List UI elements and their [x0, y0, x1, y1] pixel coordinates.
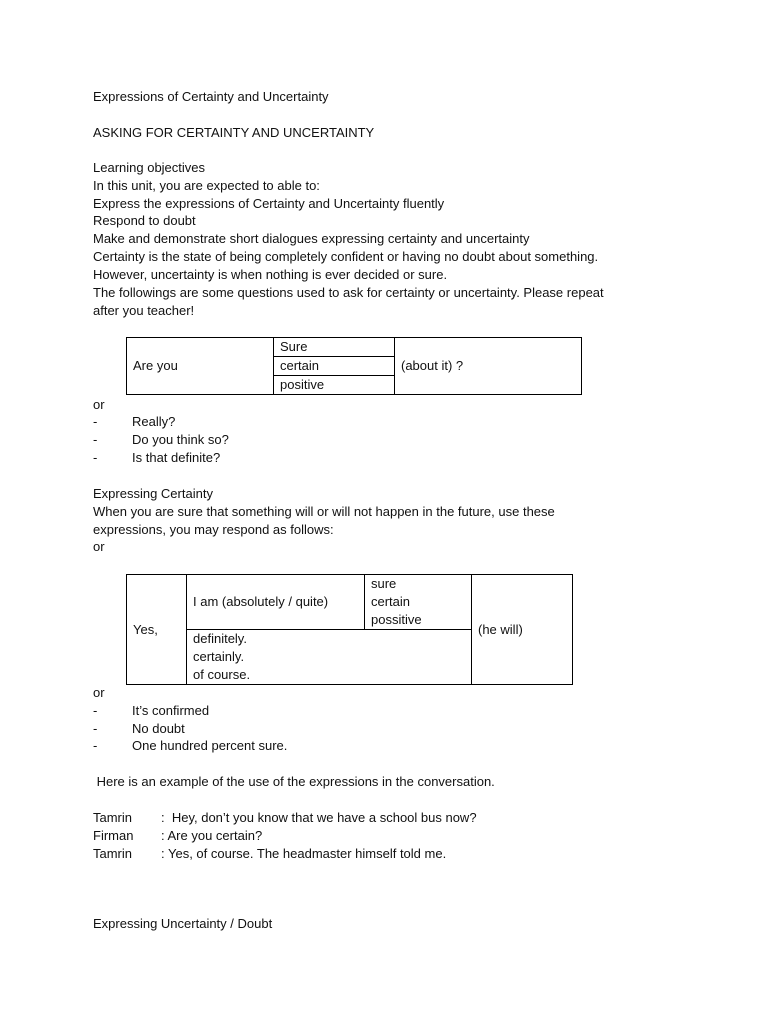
dash-marker: - [93, 450, 98, 465]
certainty-question-table [126, 337, 582, 395]
or-label: or [93, 539, 105, 554]
body-line: Express the expressions of Certainty and Uncertainty fluently [93, 196, 445, 211]
example-intro: Here is an example of the use of the expressions in the conversation. [93, 774, 495, 789]
table2-yes: Yes, [127, 575, 187, 685]
table2-option: certain [371, 594, 411, 609]
body-line: When you are sure that something will or will not happen in the future, use these [93, 504, 555, 519]
table2-i-am: I am (absolutely / quite) [187, 575, 365, 630]
table2-option: sure [371, 576, 397, 591]
dash-marker: - [93, 414, 98, 429]
table1-option: Sure [274, 338, 395, 357]
dash-marker: - [93, 721, 98, 736]
section-heading-expressing-certainty: Expressing Certainty [93, 486, 213, 501]
list-item: It’s confirmed [132, 703, 210, 718]
body-line: Respond to doubt [93, 213, 196, 228]
table2-adverb: certainly. [193, 649, 245, 664]
table2-option: possitive [371, 612, 422, 627]
dash-marker: - [93, 703, 98, 718]
or-label: or [93, 397, 105, 412]
dash-marker: - [93, 738, 98, 753]
dialogue-speaker: Tamrin [93, 846, 133, 861]
table1-are-you: Are you [127, 338, 274, 395]
section-heading-asking: ASKING FOR CERTAINTY AND UNCERTAINTY [93, 125, 375, 140]
dialogue-line: : Yes, of course. The headmaster himself told me. [161, 846, 447, 861]
list-item: No doubt [132, 721, 185, 736]
table2-options [365, 575, 472, 630]
table2-adverb: definitely. [193, 631, 247, 646]
dialogue-line: : Hey, don’t you know that we have a school bus now? [161, 810, 477, 825]
body-line: The followings are some questions used to ask for certainty or uncertainty. Please repeat [93, 285, 604, 300]
list-item: One hundred percent sure. [132, 738, 288, 753]
certainty-response-table [126, 574, 573, 685]
or-label: or [93, 685, 105, 700]
document-title: Expressions of Certainty and Uncertainty [93, 89, 329, 104]
body-line: Certainty is the state of being completely confident or having no doubt about something. [93, 249, 599, 264]
table1-about-it: (about it) ? [395, 338, 582, 395]
table2-he-will: (he will) [472, 575, 573, 685]
dash-marker: - [93, 432, 98, 447]
body-line: after you teacher! [93, 303, 195, 318]
body-line: Make and demonstrate short dialogues expressing certainty and uncertainty [93, 231, 530, 246]
dialogue-speaker: Firman [93, 828, 134, 843]
list-item: Really? [132, 414, 176, 429]
list-item: Is that definite? [132, 450, 221, 465]
body-line: expressions, you may respond as follows: [93, 522, 334, 537]
table1-option: certain [274, 357, 395, 376]
table1-option: positive [274, 376, 395, 395]
learning-objectives-heading: Learning objectives [93, 160, 206, 175]
table2-adverbs [187, 630, 472, 685]
body-line: In this unit, you are expected to able to: [93, 178, 320, 193]
body-line: However, uncertainty is when nothing is ever decided or sure. [93, 267, 448, 282]
section-heading-expressing-uncertainty: Expressing Uncertainty / Doubt [93, 916, 273, 931]
dialogue-speaker: Tamrin [93, 810, 133, 825]
table2-adverb: of course. [193, 667, 251, 682]
dialogue-line: : Are you certain? [161, 828, 263, 843]
list-item: Do you think so? [132, 432, 229, 447]
